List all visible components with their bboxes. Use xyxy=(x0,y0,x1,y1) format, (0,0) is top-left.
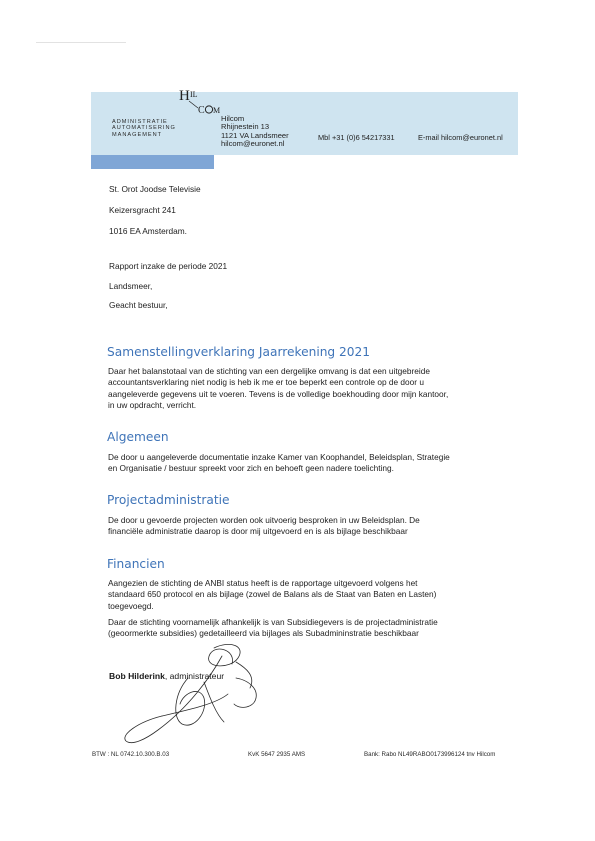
section-paragraph xyxy=(108,515,420,538)
svg-text:M: M xyxy=(213,106,221,115)
paragraph-line: Daar de stichting voornamelijk afhankelijk is van Subsidiegevers is de projectadministratie xyxy=(108,617,438,627)
signatory xyxy=(109,671,224,681)
svg-text:C: C xyxy=(198,105,205,116)
paragraph-line: accountantsverklaring niet nodig is heb ik me er toe beperkt een controle op de door u xyxy=(108,377,424,388)
paragraph-line: (geoormerkte subsidies) gedetailleerd via bijlages als Subadmininstratie beschikbaar xyxy=(108,628,419,639)
section-heading: Financien xyxy=(107,557,165,571)
place-line: Landsmeer, xyxy=(109,281,153,291)
address-line: Hilcom xyxy=(221,114,245,123)
hilcom-logo xyxy=(178,86,222,116)
handwritten-signature xyxy=(118,638,268,750)
footer-btw: BTW : NL 0742.10.300.B.03 xyxy=(92,751,170,758)
section-paragraph xyxy=(108,366,448,411)
signatory-role: , administrateur xyxy=(164,671,225,681)
address-line: hilcom@euronet.nl xyxy=(221,139,285,149)
paragraph-line: en Organisatie / bestuur spreekt voor zich en behoeft geen nadere toelichting. xyxy=(108,463,394,474)
address-line: Rhijnestein 13 xyxy=(221,122,270,132)
letterhead-address xyxy=(221,115,289,149)
svg-text:IL: IL xyxy=(190,90,198,99)
letterhead-mobile: Mbl +31 (0)6 54217331 xyxy=(318,133,395,142)
paragraph-line: Daar het balanstotaal van de stichting van een dergelijke omvang is dat een uitgebreide xyxy=(108,366,430,376)
footer-kvk: KvK 5647 2935 AMS xyxy=(248,751,306,758)
tagline-line: MANAGEMENT xyxy=(112,131,163,138)
tagline-line: ADMINISTRATIE xyxy=(112,119,168,125)
section-heading: Projectadministratie xyxy=(107,493,230,507)
tagline-line: AUTOMATISERING xyxy=(112,125,176,132)
subject-line: Rapport inzake de periode 2021 xyxy=(109,261,228,271)
section-paragraph xyxy=(108,452,450,475)
scan-artifact-line xyxy=(36,42,126,43)
letterhead-email: E-mail hilcom@euronet.nl xyxy=(418,133,503,142)
paragraph-line: aangeleverde gegevens uit te voeren. Tevens is de volledige boekhouding door mijn kantoor, xyxy=(108,388,449,399)
section-heading: Samenstellingverklaring Jaarrekening 2021 xyxy=(107,345,371,359)
address-line: 1121 VA Landsmeer xyxy=(221,130,289,140)
section-paragraph xyxy=(108,617,438,640)
paragraph-line: financiële administratie daarop is door mij uitgevoerd en is als bijlage beschikbaar xyxy=(108,526,408,537)
section-heading: Algemeen xyxy=(107,430,169,444)
paragraph-line: toegevoegd. xyxy=(108,600,154,611)
letterhead-tagline xyxy=(112,119,176,138)
paragraph-line: in uw opdracht, verricht. xyxy=(108,399,197,410)
paragraph-line: De door u gevoerde projecten worden ook uitvoerig besproken in uw Beleidsplan. De xyxy=(108,515,420,525)
paragraph-line: Aangezien de stichting de ANBI status heeft is de rapportage uitgevoerd volgens het xyxy=(108,578,418,588)
paragraph-line: De door u aangeleverde documentatie inzake Kamer van Koophandel, Beleidsplan, Strategie xyxy=(108,452,450,462)
recipient-street: Keizersgracht 241 xyxy=(109,205,176,215)
svg-text:H: H xyxy=(179,88,190,104)
recipient-city: 1016 EA Amsterdam. xyxy=(109,226,187,236)
letterhead-accent-band xyxy=(91,155,214,169)
footer-bank: Bank: Rabo NL49RABO0173996124 tnv Hilcom xyxy=(364,751,496,758)
salutation: Geacht bestuur, xyxy=(109,300,168,310)
recipient-name: St. Orot Joodse Televisie xyxy=(109,184,201,194)
section-paragraph xyxy=(108,578,436,612)
paragraph-line: standaard 650 protocol en als bijlage (zowel de Balans als de Staat van Baten en Lasten) xyxy=(108,589,437,600)
signatory-name: Bob Hilderink xyxy=(109,671,165,681)
